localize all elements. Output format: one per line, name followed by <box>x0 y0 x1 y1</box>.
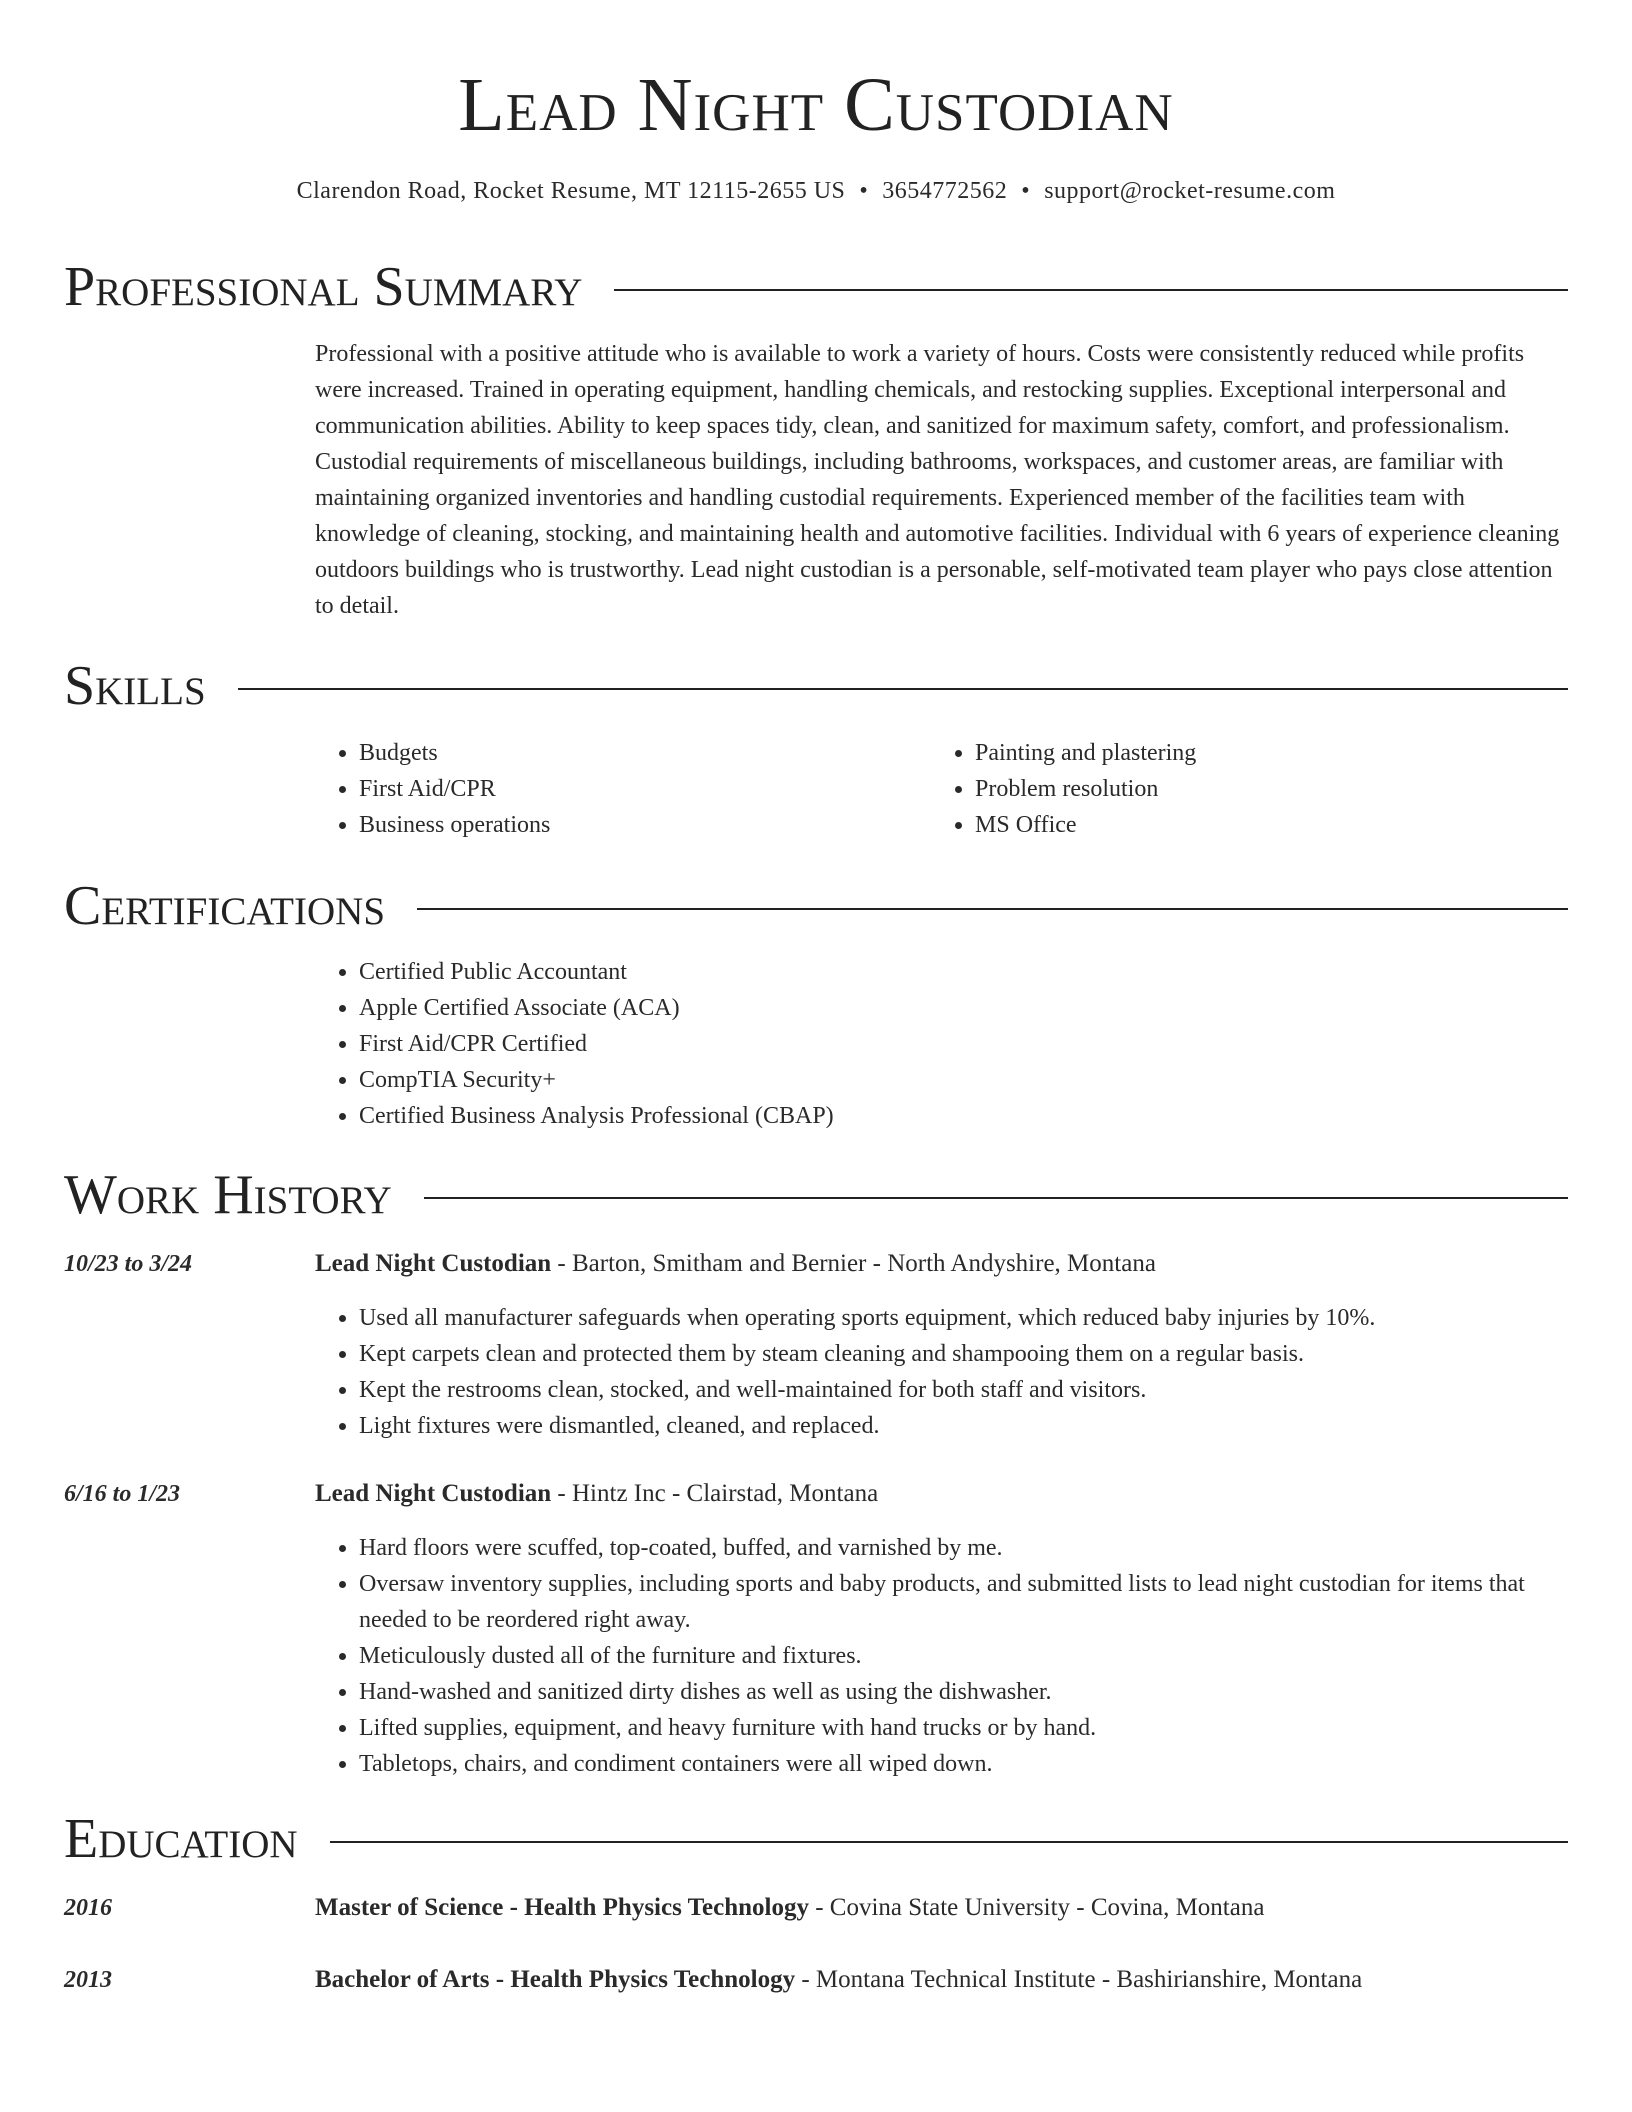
job-duty-item: • Hand-washed and sanitized dirty dishes as well as using the dishwasher. <box>359 1674 1568 1710</box>
job-duty-item: • Meticulously dusted all of the furniture and fixtures. <box>359 1638 1568 1674</box>
certification-item: • Certified Business Analysis Professional (CBAP) <box>359 1098 1568 1134</box>
certification-item: • First Aid/CPR Certified <box>359 1026 1568 1062</box>
certifications-list <box>315 954 1568 1134</box>
education-degree: Bachelor of Arts - Health Physics Technology <box>315 1966 796 1993</box>
section-divider <box>424 1197 1568 1199</box>
job-title-line <box>315 1476 1568 1512</box>
summary-text: Professional with a positive attitude who is available to work a variety of hours. Costs were consistently reduced while profits were increased. Trained in operating equipment, handling chemicals, and restocking supplies. Exceptional interpersonal and communication abilities. Ability to keep spaces tidy, clean, and sanitized for maximum safety, comfort, and professionalism. Custodial requirements of miscellaneous buildings, including bathrooms, workspaces, and customer areas, are familiar with maintaining organized inventories and handling custodial requirements. Experienced member of the facilities team with knowledge of cleaning, stocking, and maintaining health and automotive facilities. Individual with 6 years of experience cleaning outdoors buildings who is trustworthy. Lead night custodian is a personable, self-motivated team player who pays close attention to detail. <box>315 341 1560 619</box>
skill-item: • Painting and plastering <box>975 735 1547 771</box>
certification-item: • Certified Public Accountant <box>359 954 1568 990</box>
job-duty-item: • Kept carpets clean and protected them by steam cleaning and shampooing them on a regular basis. <box>359 1336 1568 1372</box>
education-degree: Master of Science - Health Physics Technology <box>315 1894 809 1921</box>
job-dates: 6/16 to 1/23 <box>64 1481 181 1507</box>
certification-item: • Apple Certified Associate (ACA) <box>359 990 1568 1026</box>
contact-line <box>64 173 1568 209</box>
skill-item: • Problem resolution <box>975 771 1547 807</box>
job-title: Lead Night Custodian <box>315 1480 552 1507</box>
education-line <box>315 1890 1568 1926</box>
candidate-name: Lead Night Custodian <box>458 63 1174 147</box>
summary-section-header <box>64 254 1568 320</box>
job-dates: 10/23 to 3/24 <box>64 1251 193 1277</box>
job-title-line <box>315 1246 1568 1282</box>
skills-heading: Skills <box>64 655 206 717</box>
section-divider <box>614 289 1568 291</box>
job-employer: - Barton, Smitham and Bernier - North Andyshire, Montana <box>551 1250 1156 1277</box>
education-line <box>315 1962 1568 1998</box>
section-divider <box>330 1841 1568 1843</box>
education-school: - Covina State University - Covina, Montana <box>808 1894 1265 1921</box>
education-heading: Education <box>64 1808 298 1870</box>
contact-separator: • <box>1021 178 1031 204</box>
job-duty-item: • Used all manufacturer safeguards when operating sports equipment, which reduced baby injuries by 10%. <box>359 1300 1568 1336</box>
certifications-heading: Certifications <box>64 875 386 937</box>
education-section-header <box>64 1806 1568 1872</box>
work-section-header <box>64 1162 1568 1228</box>
job-duty-item: • Tabletops, chairs, and condiment containers were all wiped down. <box>359 1746 1568 1782</box>
skill-item: • Business operations <box>359 807 931 843</box>
job-duty-item: • Hard floors were scuffed, top-coated, buffed, and varnished by me. <box>359 1530 1568 1566</box>
job-duties <box>315 1300 1568 1444</box>
contact-phone[interactable]: 3654772562 <box>882 178 1008 204</box>
education-school: - Montana Technical Institute - Bashirianshire, Montana <box>795 1966 1363 1993</box>
job-duty-item: • Kept the restrooms clean, stocked, and well-maintained for both staff and visitors. <box>359 1372 1568 1408</box>
job-employer: - Hintz Inc - Clairstad, Montana <box>551 1480 879 1507</box>
certification-item: • CompTIA Security+ <box>359 1062 1568 1098</box>
skills-column-right <box>931 735 1547 843</box>
work-heading: Work History <box>64 1164 392 1226</box>
contact-address: Clarendon Road, Rocket Resume, MT 12115-2655 US <box>296 178 846 204</box>
job-duty-item: • Lifted supplies, equipment, and heavy furniture with hand trucks or by hand. <box>359 1710 1568 1746</box>
skills-column-left <box>315 735 931 843</box>
skills-section-header <box>64 653 1568 719</box>
contact-email[interactable]: support@rocket-resume.com <box>1044 178 1336 204</box>
job-duty-item: • Light fixtures were dismantled, cleaned, and replaced. <box>359 1408 1568 1444</box>
contact-separator: • <box>859 178 869 204</box>
job-title: Lead Night Custodian <box>315 1250 552 1277</box>
education-year: 2016 <box>64 1895 112 1921</box>
job-duties <box>315 1530 1568 1782</box>
skill-item: • MS Office <box>975 807 1547 843</box>
certifications-section-header <box>64 873 1568 939</box>
skill-item: • Budgets <box>359 735 931 771</box>
section-divider <box>417 908 1568 910</box>
job-duty-item: • Oversaw inventory supplies, including sports and baby products, and submitted lists to lead night custodian for items that needed to be reordered right away. <box>359 1566 1568 1638</box>
section-divider <box>238 688 1568 690</box>
education-year: 2013 <box>64 1967 112 1993</box>
skills-list <box>315 735 1568 843</box>
summary-heading: Professional Summary <box>64 256 583 318</box>
skill-item: • First Aid/CPR <box>359 771 931 807</box>
